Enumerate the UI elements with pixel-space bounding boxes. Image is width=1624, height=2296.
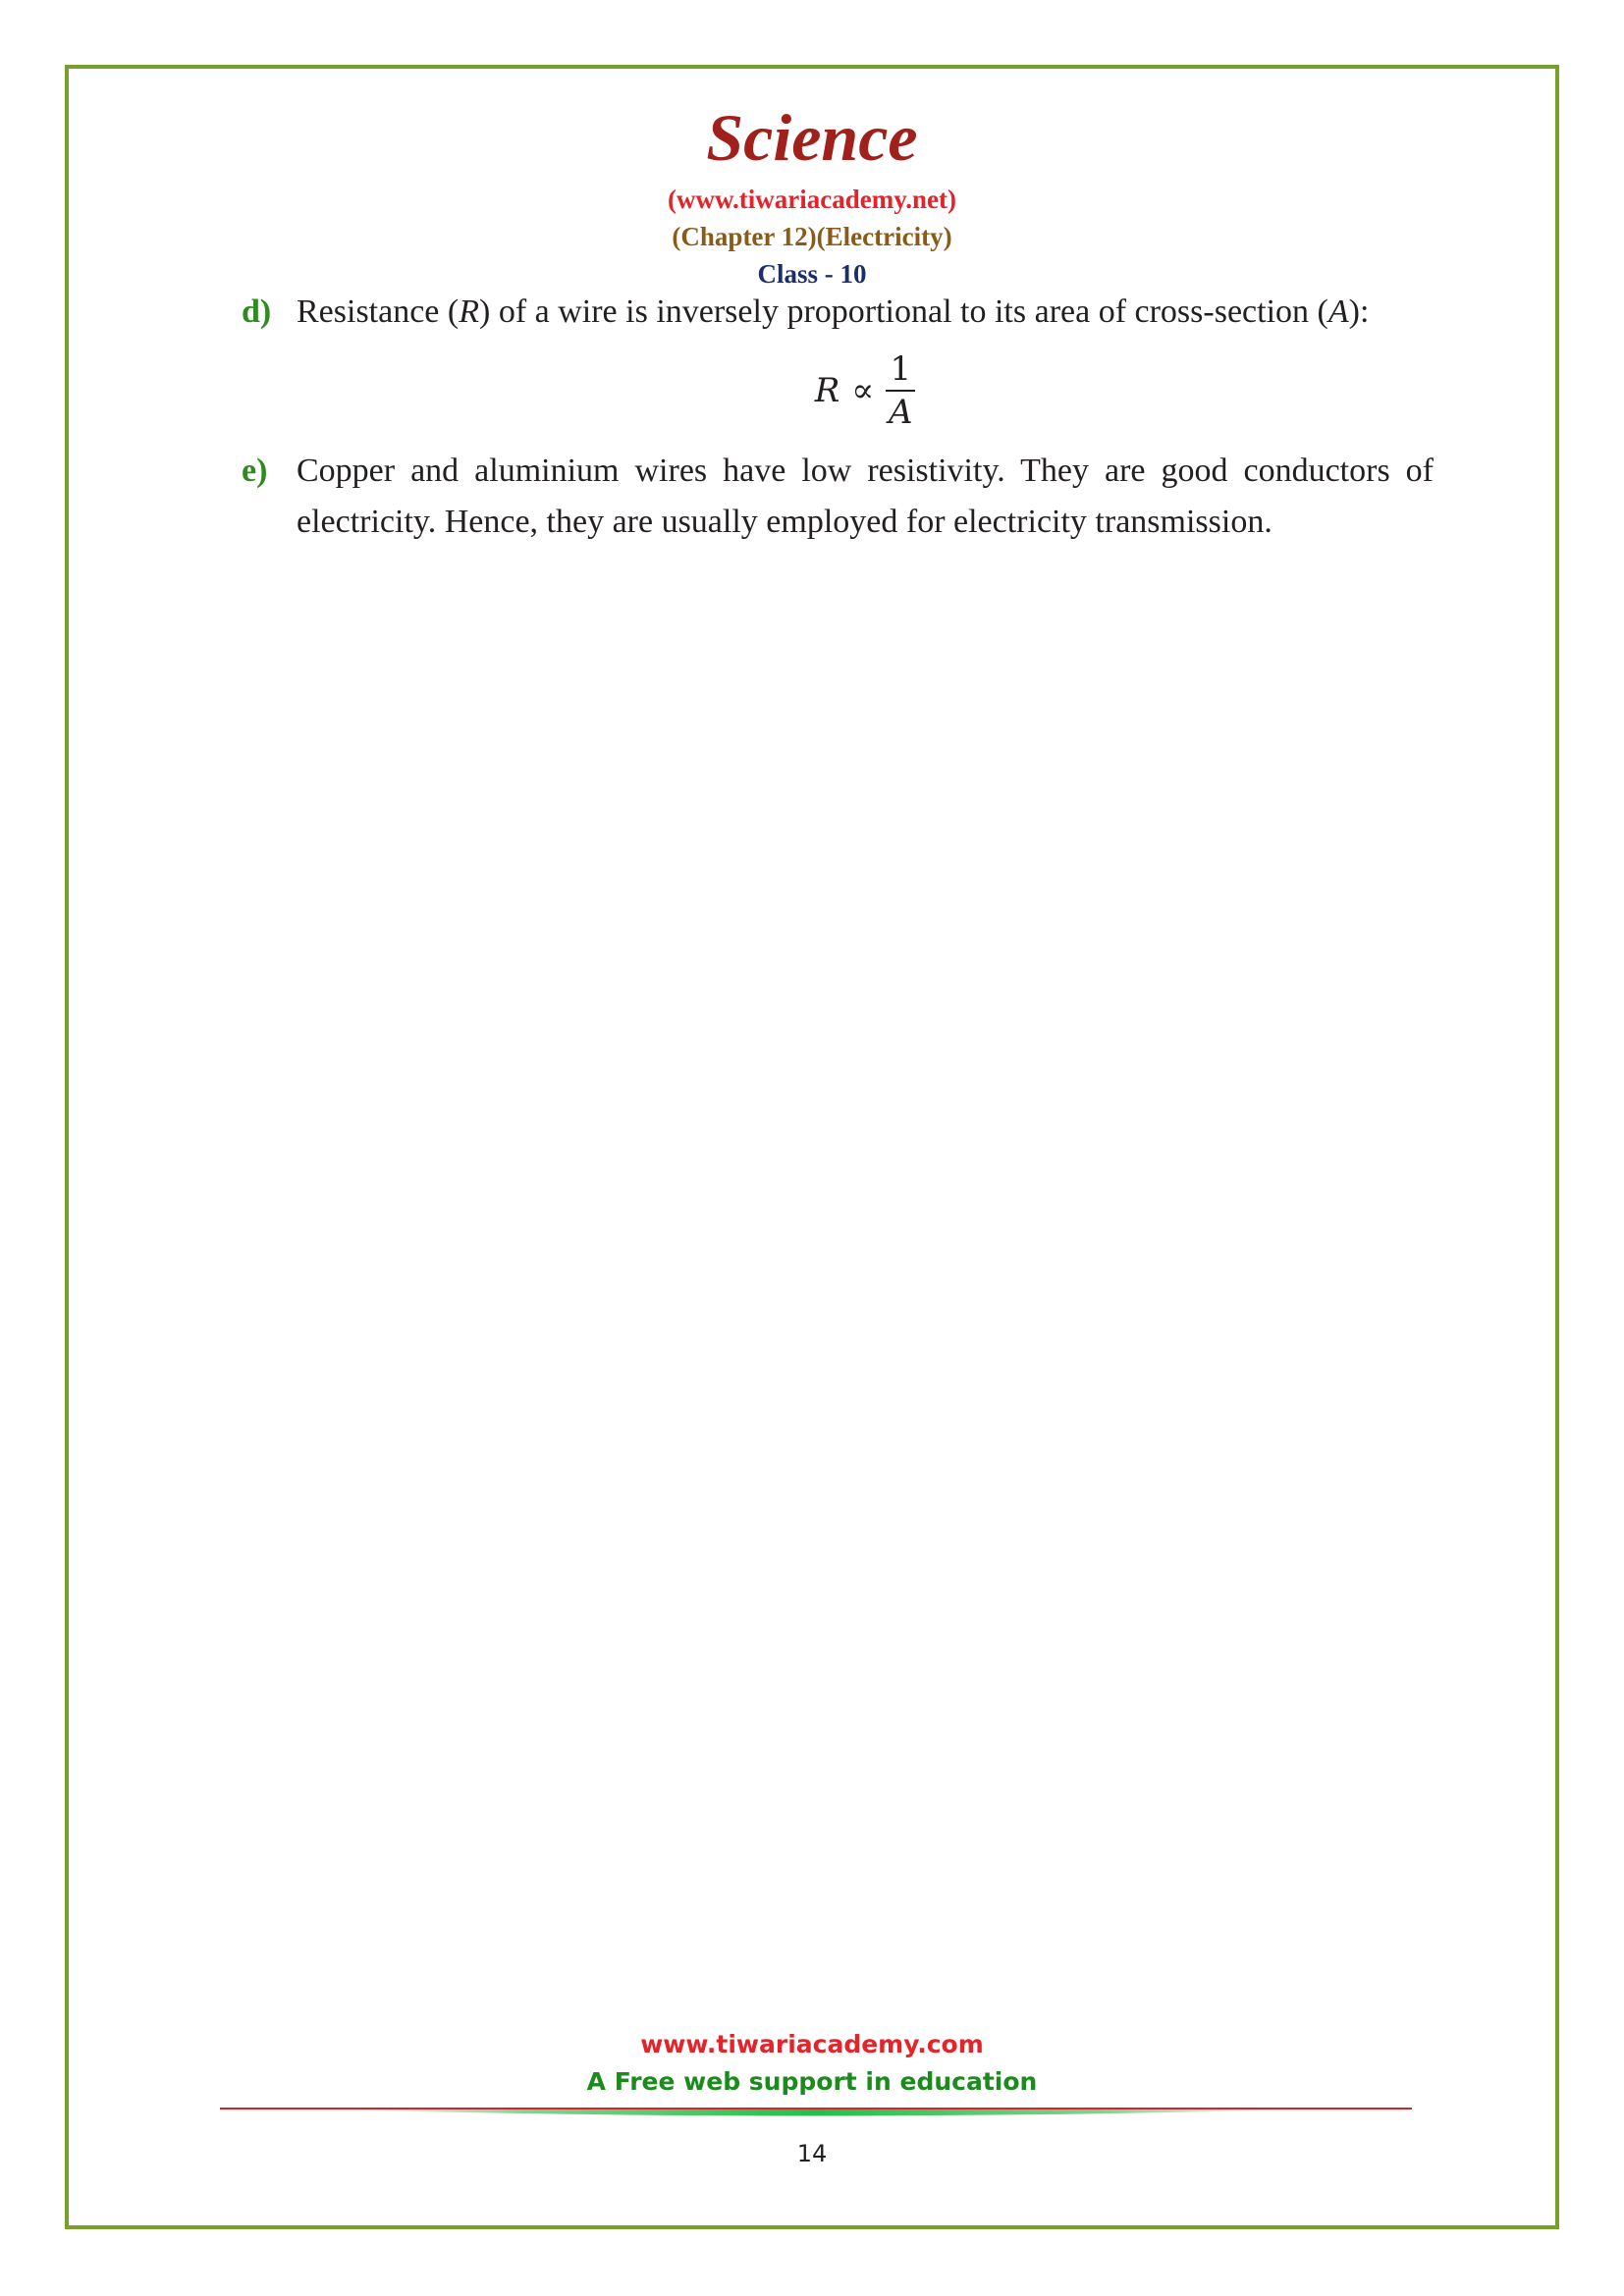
footer-url-link[interactable]: www.tiwariacademy.com xyxy=(640,2030,984,2058)
proportionality-formula xyxy=(297,344,1434,438)
item-text-d: Resistance (R) of a wire is inversely proportional to its area of cross-section (A): xyxy=(297,294,1370,330)
fraction-numerator: 1 xyxy=(890,349,912,389)
fraction-denominator: A xyxy=(889,393,913,432)
answer-content xyxy=(242,287,1434,548)
list-item-e xyxy=(242,446,1434,548)
page-header xyxy=(0,96,1624,293)
item-label-d: d) xyxy=(242,294,272,330)
formula-lhs: R xyxy=(814,371,840,410)
page-title: Science xyxy=(706,100,918,175)
item-text-e: Copper and aluminium wires have low resistivity. They are good conductors of electricity. Hence, they are usually employed for electricity transmission. xyxy=(297,453,1434,540)
footer-divider xyxy=(220,2105,1412,2122)
chapter-heading: (Chapter 12)(Electricity) xyxy=(672,222,952,251)
footer-tagline: A Free web support in education xyxy=(586,2067,1038,2096)
class-label: Class - 10 xyxy=(757,259,867,289)
symbol-r: R xyxy=(459,294,479,330)
header-url: (www.tiwariacademy.net) xyxy=(668,185,956,214)
list-item-d xyxy=(242,287,1434,438)
page-number: 14 xyxy=(796,2140,828,2167)
page-footer xyxy=(0,2026,1624,2101)
symbol-a: A xyxy=(1327,294,1349,330)
item-label-e: e) xyxy=(242,453,268,489)
proportional-symbol: ∝ xyxy=(851,371,875,410)
formula-fraction xyxy=(886,348,915,433)
